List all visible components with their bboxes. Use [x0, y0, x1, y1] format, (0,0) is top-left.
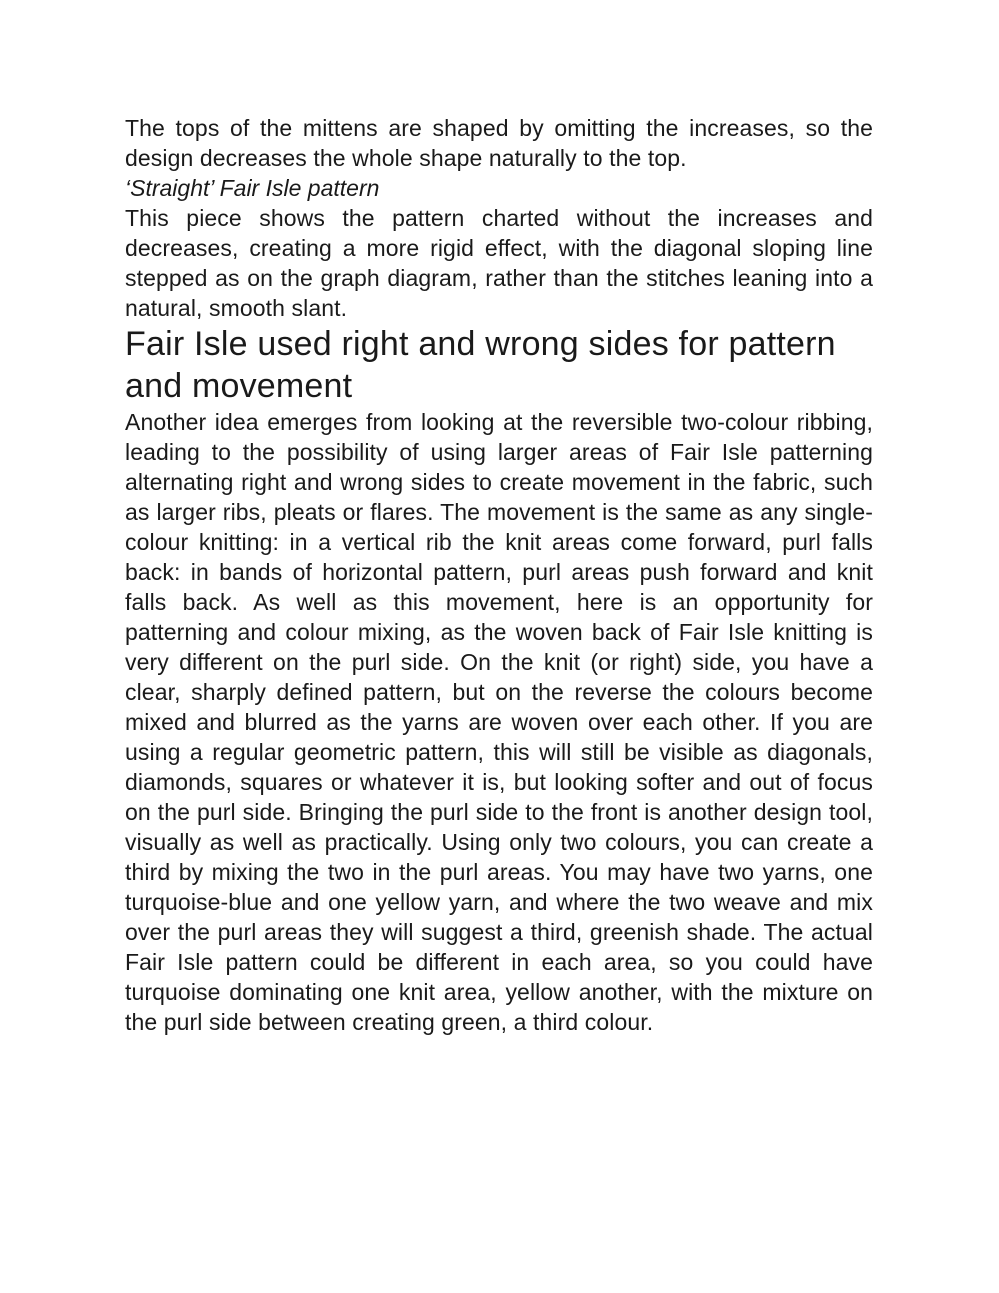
- subheading-straight-fair-isle: ‘Straight’ Fair Isle pattern: [125, 175, 380, 201]
- paragraph-right-wrong-sides: Another idea emerges from looking at the reversible two-colour ribbing, leading to the possibility of using larger areas of Fair Isle patterning alternating right and wrong sides to create movement in the fabric, such as larger ribs, pleats or flares. The movement is the same as any single-colour knitting: in a vertical rib the knit areas come forward, purl falls back: in bands of horizontal pattern, purl areas push forward and knit falls back. As well as this movement, here is an opportunity for patterning and colour mixing, as the woven back of Fair Isle knitting is very different on the purl side. On the knit (or right) side, you have a clear, sharply defined pattern, but on the reverse the colours become mixed and blurred as the yarns are woven over each other. If you are using a regular geometric pattern, this will still be visible as diagonals, diamonds, squares or whatever it is, but looking softer and out of focus on the purl side. Bringing the purl side to the front is another design tool, visually as well as practically. Using only two colours, you can create a third by mixing the two in the purl areas. You may have two yarns, one turquoise-blue and one yellow yarn, and where the two weave and mix over the purl areas they will suggest a third, greenish shade. The actual Fair Isle pattern could be different in each area, so you could have turquoise dominating one knit area, yellow another, with the mixture on the purl side between creating green, a third colour.: [125, 409, 873, 1035]
- section-heading-fair-isle-sides: Fair Isle used right and wrong sides for pattern and movement: [125, 325, 836, 405]
- paragraph-mitten-tops: The tops of the mittens are shaped by omitting the increases, so the design decreases the whole shape naturally to the top.: [125, 115, 873, 171]
- paragraph-straight-pattern: This piece shows the pattern charted without the increases and decreases, creating a more rigid effect, with the diagonal sloping line stepped as on the graph diagram, rather than the stitches leaning into a natural, smooth slant.: [125, 205, 873, 321]
